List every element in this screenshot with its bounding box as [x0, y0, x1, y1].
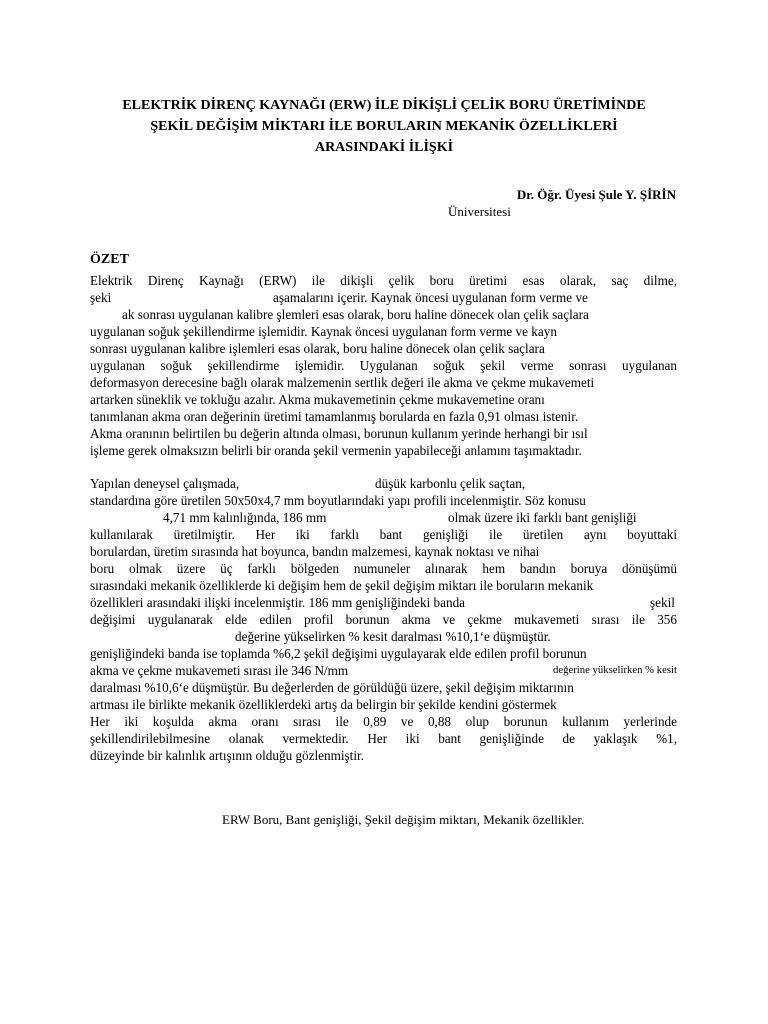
- text-segment: artarken süneklik ve tokluğu azalır. Akma mukavemetinin çekme mukavemetine oranı: [90, 392, 545, 407]
- text-segment: borulardan, üretim sırasında hat boyunca, bandın malzemesi, kaynak noktası ve nihai: [90, 544, 540, 559]
- text-line: [90, 577, 677, 594]
- text-segment: düşük karbonlu çelik saçtan,: [375, 476, 526, 491]
- text-line: [90, 645, 677, 662]
- text-segment: işleme gerek olmaksızın belirli bir oranda şekil vermenin yapabileceği anlamını taşımaktadır.: [90, 443, 582, 458]
- text-segment: deformasyon derecesine bağlı olarak malzemenin sertlik değeri ile akma ve çekme mukavemeti: [90, 375, 595, 390]
- title-line: ŞEKİL DEĞİŞİM MİKTARI İLE BORULARIN MEKANİK ÖZELLİKLERİ: [150, 119, 618, 134]
- text-segment: uygulanan soğuk şekillendirme işlemidir. Kaynak öncesi uygulanan form verme ve kayn: [90, 324, 557, 339]
- text-line: [90, 272, 677, 289]
- text-line: [90, 425, 677, 442]
- text-segment: düzeyinde bir kalınlık artışının olduğu gözlenmiştir.: [90, 748, 364, 763]
- text-segment: sırasındaki mekanik özelliklerde ki değişim hem de şekil değişim miktarı ile boruların mekanik: [90, 578, 594, 593]
- text-segment: aşamalarını içerir. Kaynak öncesi uygulanan form verme ve: [273, 290, 588, 305]
- title-line: ARASINDAKİ İLİŞKİ: [314, 140, 454, 155]
- title-line: ELEKTRİK DİRENÇ KAYNAĞI (ERW) İLE DİKİŞLİ ÇELİK BORU ÜRETİMİNDE: [122, 98, 646, 113]
- text-segment: Yapılan deneysel çalışmada,: [90, 476, 240, 491]
- text-line: [90, 442, 677, 459]
- text-line: [90, 713, 677, 730]
- text-segment: şekil: [650, 595, 675, 610]
- text-line: [90, 475, 677, 492]
- author-name: Dr. Öğr. Üyesi Şule Y. ŞİRİN: [516, 187, 676, 202]
- text-segment: Her iki koşulda akma oranı sırası ile 0,89 ve 0,88 olup borunun kullanım yerlerinde: [90, 714, 677, 729]
- abstract-paragraph-2: [90, 475, 677, 764]
- text-segment: olmak üzere iki farklı bant genişliği: [448, 510, 637, 525]
- text-segment: genişliğindeki banda ise toplamda %6,2 şekil değişimi uygulayarak elde edilen profil borunun: [90, 646, 587, 661]
- text-segment: değişimi uygulanarak elde edilen profil borunun akma ve çekme mukavemeti sırası ile 356: [90, 612, 677, 627]
- text-segment: şekillendirilebilmesine olanak vermektedir. Her iki bant genişliğinde de yaklaşık %1,: [90, 731, 677, 746]
- text-line: [90, 357, 677, 374]
- author-affiliation: Üniversitesi: [448, 204, 511, 219]
- text-segment: şeki: [90, 290, 112, 305]
- text-line: [90, 323, 677, 340]
- keywords: ERW Boru, Bant genişliği, Şekil değişim miktarı, Mekanik özellikler.: [222, 812, 585, 827]
- text-segment: 4,71 mm kalınlığında, 186 mm: [163, 510, 327, 525]
- text-line: [90, 408, 677, 425]
- text-line: [90, 509, 677, 526]
- text-segment: standardına göre üretilen 50x50x4,7 mm boyutlarındaki yapı profili incelenmiştir. Söz konusu: [90, 493, 586, 508]
- paper-title: [60, 95, 708, 158]
- abstract-heading: ÖZET: [90, 252, 129, 267]
- text-segment: değerine yükselirken % kesit daralması %10,1‘e düşmüştür.: [235, 629, 551, 644]
- text-line: [90, 730, 677, 747]
- text-line: [90, 611, 677, 628]
- text-segment: özellikleri arasındaki ilişki incelenmiştir. 186 mm genişliğindeki banda: [90, 595, 466, 610]
- text-segment: akma ve çekme mukavemeti sırası ile 346 N/mm: [90, 663, 349, 678]
- text-line: [90, 289, 677, 306]
- text-line: [90, 747, 677, 764]
- text-segment: kullanılarak üretilmiştir. Her iki farklı bant genişliği ile üretilen aynı boyuttaki: [90, 527, 677, 542]
- text-line: [90, 374, 677, 391]
- text-line: [90, 679, 677, 696]
- text-segment: tanımlanan akma oran değerinin üretimi tamamlanmış borularda en fazla 0,91 olması istenir.: [90, 409, 579, 424]
- text-segment: artması ile birlikte mekanik özelliklerdeki artış da belirgin bir şekilde kendini göstermek: [90, 697, 557, 712]
- text-line: [90, 391, 677, 408]
- text-segment: boru olmak üzere üç farklı bölgeden numuneler alınarak hem bandın boruya dönüşümü: [90, 561, 677, 576]
- text-line: [122, 306, 709, 323]
- text-segment: uygulanan soğuk şekillendirme işlemidir. Uygulanan soğuk şekil verme sonrası uygulanan: [90, 358, 677, 373]
- text-line: [90, 340, 677, 357]
- abstract-paragraph-1: [90, 272, 677, 459]
- text-line: [90, 594, 677, 611]
- text-segment: değerine yükselirken % kesit: [553, 664, 677, 676]
- text-line: [90, 696, 677, 713]
- text-line: [90, 560, 677, 577]
- text-line: [90, 492, 677, 509]
- text-line: [90, 662, 677, 679]
- text-segment: Elektrik Direnç Kaynağı (ERW) ile dikişli çelik boru üretimi esas olarak, saç dilme,: [90, 273, 677, 288]
- text-line: [90, 628, 677, 645]
- text-segment: daralması %10,6‘e düşmüştür. Bu değerlerden de görüldüğü üzere, şekil değişim miktarının: [90, 680, 574, 695]
- text-segment: Akma oranının belirtilen bu değerin altında olması, borunun kullanım yerinde herhangi bir ısıl: [90, 426, 588, 441]
- text-segment: sonrası uygulanan kalibre işlemleri esas olarak, boru haline dönecek olan çelik saçlara: [90, 341, 545, 356]
- text-line: [90, 526, 677, 543]
- text-segment: ak sonrası uygulanan kalibre şlemleri esas olarak, boru haline dönecek olan çelik saçlara: [122, 307, 589, 322]
- text-line: [90, 543, 677, 560]
